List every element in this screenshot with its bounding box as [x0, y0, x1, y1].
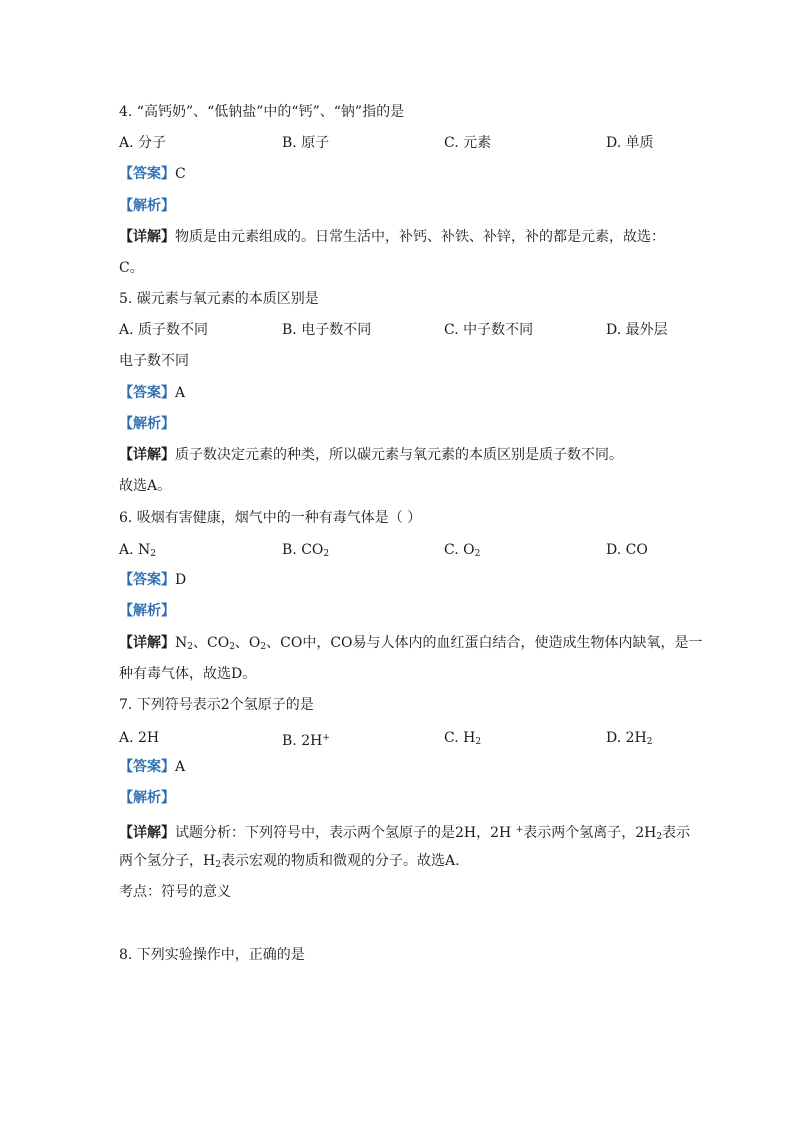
q6-option-d: D. CO: [606, 542, 648, 558]
detail-tag: 【详解】: [119, 229, 175, 245]
q6-option-a: [119, 540, 156, 564]
q5-detail-line-2: 故选A。: [119, 478, 172, 494]
subscript: 2: [323, 549, 330, 559]
q4-option-c: C. 元素: [444, 135, 492, 151]
q4-option-b: B. 原子: [282, 135, 330, 151]
q7-analysis-row: [119, 788, 175, 808]
q6-option-c-text: C. O: [444, 542, 475, 558]
q7-option-a: A. 2H: [119, 730, 160, 746]
q6-answer-row: [119, 570, 186, 590]
subscript: 2: [656, 832, 663, 842]
q6-detail-rest: 、CO中，CO易与人体内的血红蛋白结合，使造成生物体内缺氧，是一: [266, 635, 703, 651]
answer-tag: 【答案】: [119, 385, 175, 401]
detail-tag: 【详解】: [119, 635, 175, 651]
q6-detail-line-2: 种有毒气体，故选D。: [119, 666, 257, 682]
q6-option-c: [444, 540, 480, 564]
subscript: 2: [474, 549, 481, 559]
subscript: 2: [475, 737, 482, 747]
question-6-stem: 6. 吸烟有害健康，烟气中的一种有毒气体是（ ）: [119, 510, 422, 526]
q6-detail-n: N: [175, 635, 188, 651]
q7-option-d-text: D. 2H: [606, 730, 647, 746]
q7-answer: A: [175, 759, 186, 775]
q6-option-b: [282, 540, 329, 564]
q4-detail-line-1: [119, 227, 665, 247]
q5-answer-row: [119, 383, 185, 403]
q6-analysis-row: [119, 601, 175, 621]
subscript: 2: [150, 549, 156, 559]
q5-option-b: B. 电子数不同: [282, 322, 372, 338]
q4-analysis-row: [119, 196, 175, 216]
q4-answer: C: [175, 166, 186, 182]
answer-tag: 【答案】: [119, 759, 175, 775]
analysis-tag: 【解析】: [119, 198, 175, 214]
q7-detail-line-1: [119, 820, 690, 847]
q7-note: 考点：符号的意义: [119, 884, 231, 900]
q7-option-c-text: C. H: [444, 730, 476, 746]
q4-option-a: A. 分子: [119, 135, 167, 151]
detail-tag: 【详解】: [119, 447, 175, 463]
q6-answer: D: [175, 572, 187, 588]
q7-answer-row: [119, 757, 185, 777]
subscript: 2: [260, 642, 267, 652]
q4-detail-line-2: C。: [119, 260, 144, 276]
q5-option-d: D. 最外层: [606, 322, 668, 338]
q7-detail-part-a: 试题分析：下列符号中，表示两个氢原子的是2H，2H: [175, 825, 516, 841]
q7-detail-part-c: 表示: [662, 825, 691, 841]
question-5-stem: 5. 碳元素与氧元素的本质区别是: [119, 291, 319, 307]
answer-tag: 【答案】: [119, 572, 175, 588]
q5-detail-line-1: [119, 445, 623, 465]
q4-detail-text-1: 物质是由元素组成的。日常生活中，补钙、补铁、补锌，补的都是元素，故选：: [175, 229, 665, 245]
question-7-stem: 7. 下列符号表示2个氢原子的是: [119, 697, 314, 713]
analysis-tag: 【解析】: [119, 603, 175, 619]
answer-tag: 【答案】: [119, 166, 175, 182]
subscript: 2: [646, 737, 653, 747]
subscript: 2: [229, 642, 235, 652]
q5-option-c: C. 中子数不同: [444, 322, 534, 338]
q6-detail-o: 、O: [234, 635, 261, 651]
question-8-stem: 8. 下列实验操作中，正确的是: [119, 947, 305, 963]
q5-option-a: A. 质子数不同: [119, 322, 209, 338]
subscript: 2: [187, 642, 193, 652]
detail-tag: 【详解】: [119, 825, 175, 841]
q4-option-d: D. 单质: [606, 135, 654, 151]
superscript: +: [322, 733, 330, 743]
subscript: 2: [215, 860, 221, 870]
analysis-tag: 【解析】: [119, 416, 175, 432]
q5-detail-text-1: 质子数决定元素的种类，所以碳元素与氧元素的本质区别是质子数不同。: [175, 447, 623, 463]
q6-option-b-text: B. CO: [282, 542, 324, 558]
q7-detail-part-d: 两个氢分子，H: [119, 853, 216, 869]
q7-detail-part-e: 表示宏观的物质和微观的分子。故选A.: [220, 853, 460, 869]
q5-answer: A: [175, 385, 186, 401]
q6-option-a-text: A. N: [119, 542, 151, 558]
q7-option-b-text: B. 2H: [282, 733, 323, 749]
analysis-tag: 【解析】: [119, 790, 175, 806]
q4-answer-row: [119, 164, 186, 184]
q6-detail-line-1: [119, 633, 703, 657]
q7-detail-part-b: 表示两个氢离子，2H: [523, 825, 657, 841]
q6-detail-co: 、CO: [192, 635, 230, 651]
q7-option-b: [282, 728, 330, 751]
q5-analysis-row: [119, 414, 175, 434]
q7-option-d: [606, 728, 652, 752]
q7-option-c: [444, 728, 481, 752]
superscript: +: [515, 825, 524, 835]
question-4-stem: 4. “高钙奶”、“低钠盐”中的“钙”、“钠”指的是: [119, 104, 405, 120]
q5-option-d-continued: 电子数不同: [119, 353, 189, 369]
q7-detail-line-2: [119, 851, 460, 875]
